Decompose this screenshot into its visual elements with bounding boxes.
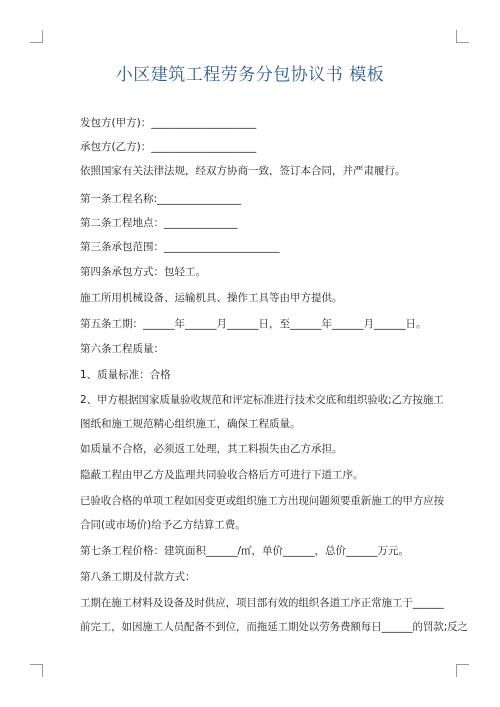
rework-paragraph: 如质量不合格，必须返工处理，其工料损失由乙方承担。 xyxy=(80,443,343,455)
document-title: 小区建筑工程劳务分包协议书 模板 xyxy=(115,65,385,85)
crop-mark-top-right xyxy=(456,30,469,43)
article-8-payment: 第八条工期及付款方式： xyxy=(80,571,196,583)
quality-item-2-line-1: 2、甲方根据国家质量验收规范和评定标准进行技术交底和组织验收;乙方按施工 xyxy=(80,394,444,406)
concealed-works-paragraph: 隐蔽工程由甲乙方及监理共同验收合格后方可进行下道工序。 xyxy=(80,469,364,481)
quality-standard-item: 1、质量标准：合格 xyxy=(80,369,171,381)
article-4-contract-method: 第四条承包方式：包轻工。 xyxy=(80,266,206,278)
party-b-line: 承包方(乙方)：____________________ xyxy=(80,141,257,153)
equipment-paragraph: 施工所用机械设备、运输机具、操作工具等由甲方提供。 xyxy=(80,292,343,304)
party-a-line: 发包方(甲方)：____________________ xyxy=(80,117,257,129)
crop-mark-bottom-left xyxy=(30,664,43,677)
preamble-paragraph: 依照国家有关法律法规，经双方协商一致，签订本合同，并严肃履行。 xyxy=(80,165,406,177)
crop-mark-top-left xyxy=(30,30,43,43)
re-construction-line-1: 已验收合格的单项工程如因变更或组织施工方出现问题须要重新施工的甲方应按 xyxy=(80,495,444,507)
crop-mark-bottom-right xyxy=(456,664,469,677)
article-2-project-location: 第二条工程地点：______________ xyxy=(80,217,238,229)
schedule-paragraph-line-2: 前完工，如因施工人员配备不到位，而拖延工期处以劳务费额每日______的罚款;反之 xyxy=(80,621,468,633)
schedule-paragraph-line-1: 工期在施工材料及设备及时供应，项目部有效的组织各道工序正常施工于______ xyxy=(80,597,444,609)
article-3-contract-scope: 第三条承包范围：______________________ xyxy=(80,241,280,253)
article-7-price: 第七条工程价格：建筑面积______/㎡，单价______，总价______万元。 xyxy=(80,545,410,557)
article-6-quality: 第六条工程质量： xyxy=(80,343,164,355)
article-1-project-name: 第一条工程名称:________________ xyxy=(80,193,242,205)
article-5-duration: 第五条工期：______年______月______日，至______年______月______日。 xyxy=(80,318,427,330)
re-construction-line-2: 合同(或市场价)给予乙方结算工费。 xyxy=(80,519,246,531)
quality-item-2-line-2: 图纸和施工规范精心组织施工，确保工程质量。 xyxy=(80,418,301,430)
